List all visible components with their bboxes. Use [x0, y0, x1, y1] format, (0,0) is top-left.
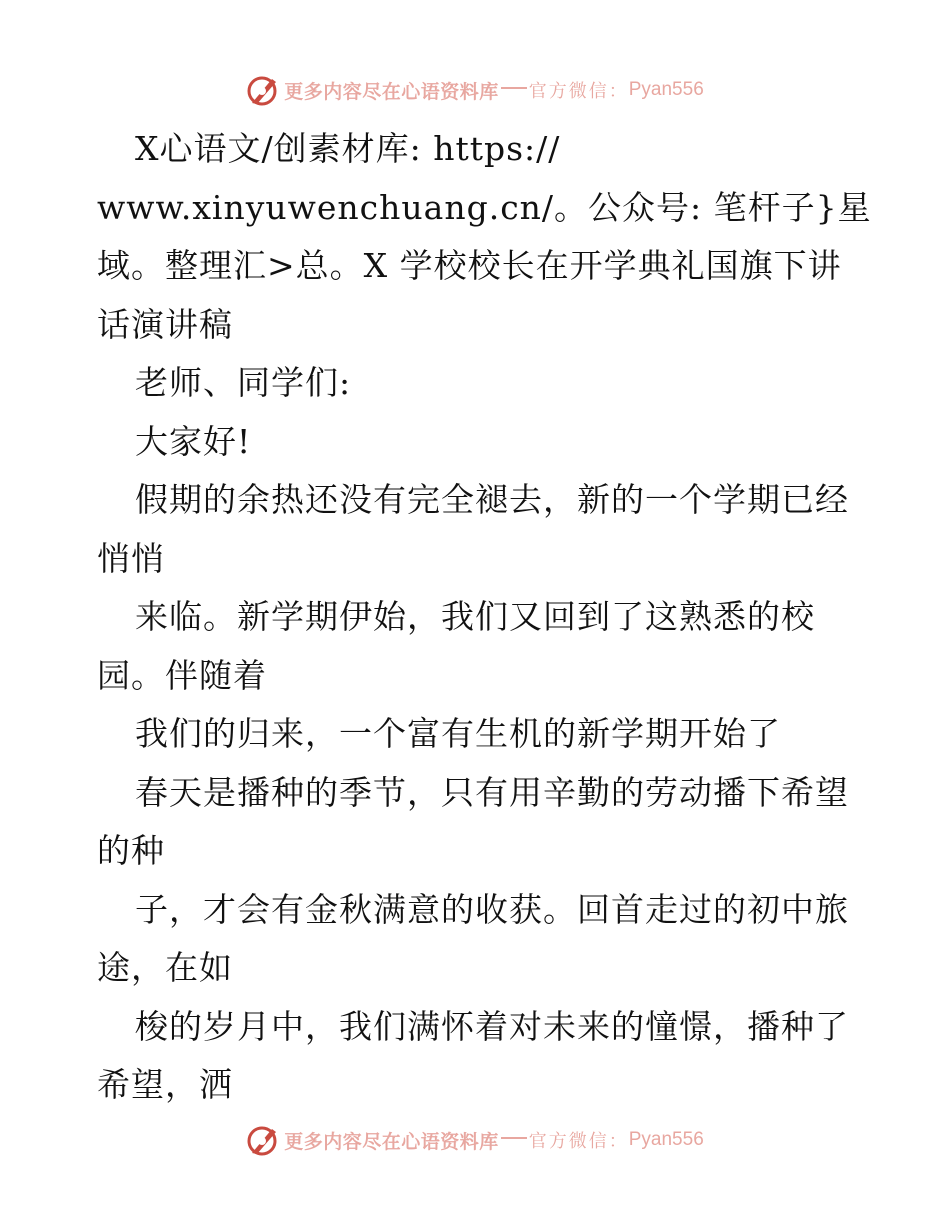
text-line: 假期的余热还没有完全褪去，新的一个学期已经 [135, 480, 849, 519]
text-line: 我们的归来，一个富有生机的新学期开始了 [135, 714, 781, 753]
banner-wechat-id: Pyan556 [628, 1129, 704, 1150]
text-line: 的种 [97, 831, 165, 870]
banner-wechat-label: 官方微信： [528, 1131, 629, 1152]
text-line: 园。伴随着 [97, 655, 267, 695]
text-line: 来临。新学期伊始，我们又回到了这熟悉的校 [135, 597, 815, 636]
text-line: 域。整理汇>总。X 学校校长在开学典礼国旗下讲 [97, 246, 842, 285]
pen-logo-icon [246, 1123, 280, 1157]
text-line: 途，在如 [97, 948, 233, 987]
header-banner [0, 70, 950, 110]
banner-wechat-label: 官方微信： [528, 81, 629, 102]
banner-promo-text: 更多内容尽在心语资料库 [284, 80, 499, 103]
text-line: 梭的岁月中，我们满怀着对未来的憧憬，播种了 [135, 1006, 849, 1046]
text-line: 春天是播种的季节，只有用辛勤的劳动播下希望 [135, 772, 849, 812]
text-line: 子，才会有金秋满意的收获。回首走过的初中旅 [135, 889, 849, 929]
text-line: 悄悄 [97, 538, 165, 578]
pen-logo-icon [246, 73, 280, 107]
text-line: 希望，洒 [97, 1065, 233, 1104]
banner-dash [501, 87, 527, 89]
document-body [97, 120, 872, 1115]
text-line: www.xinyuwenchuang.cn/。公众号: 笔杆子}星 [97, 187, 872, 227]
banner-dash [501, 1137, 527, 1139]
text-line: 大家好! [135, 421, 252, 461]
text-line: 话演讲稿 [97, 304, 233, 344]
text-line: 老师、同学们: [135, 363, 352, 402]
banner-promo-text: 更多内容尽在心语资料库 [284, 1130, 499, 1153]
text-line: X心语文/创素材库: https:// [135, 129, 561, 168]
banner-wechat-id: Pyan556 [628, 79, 704, 100]
footer-banner [0, 1120, 950, 1160]
